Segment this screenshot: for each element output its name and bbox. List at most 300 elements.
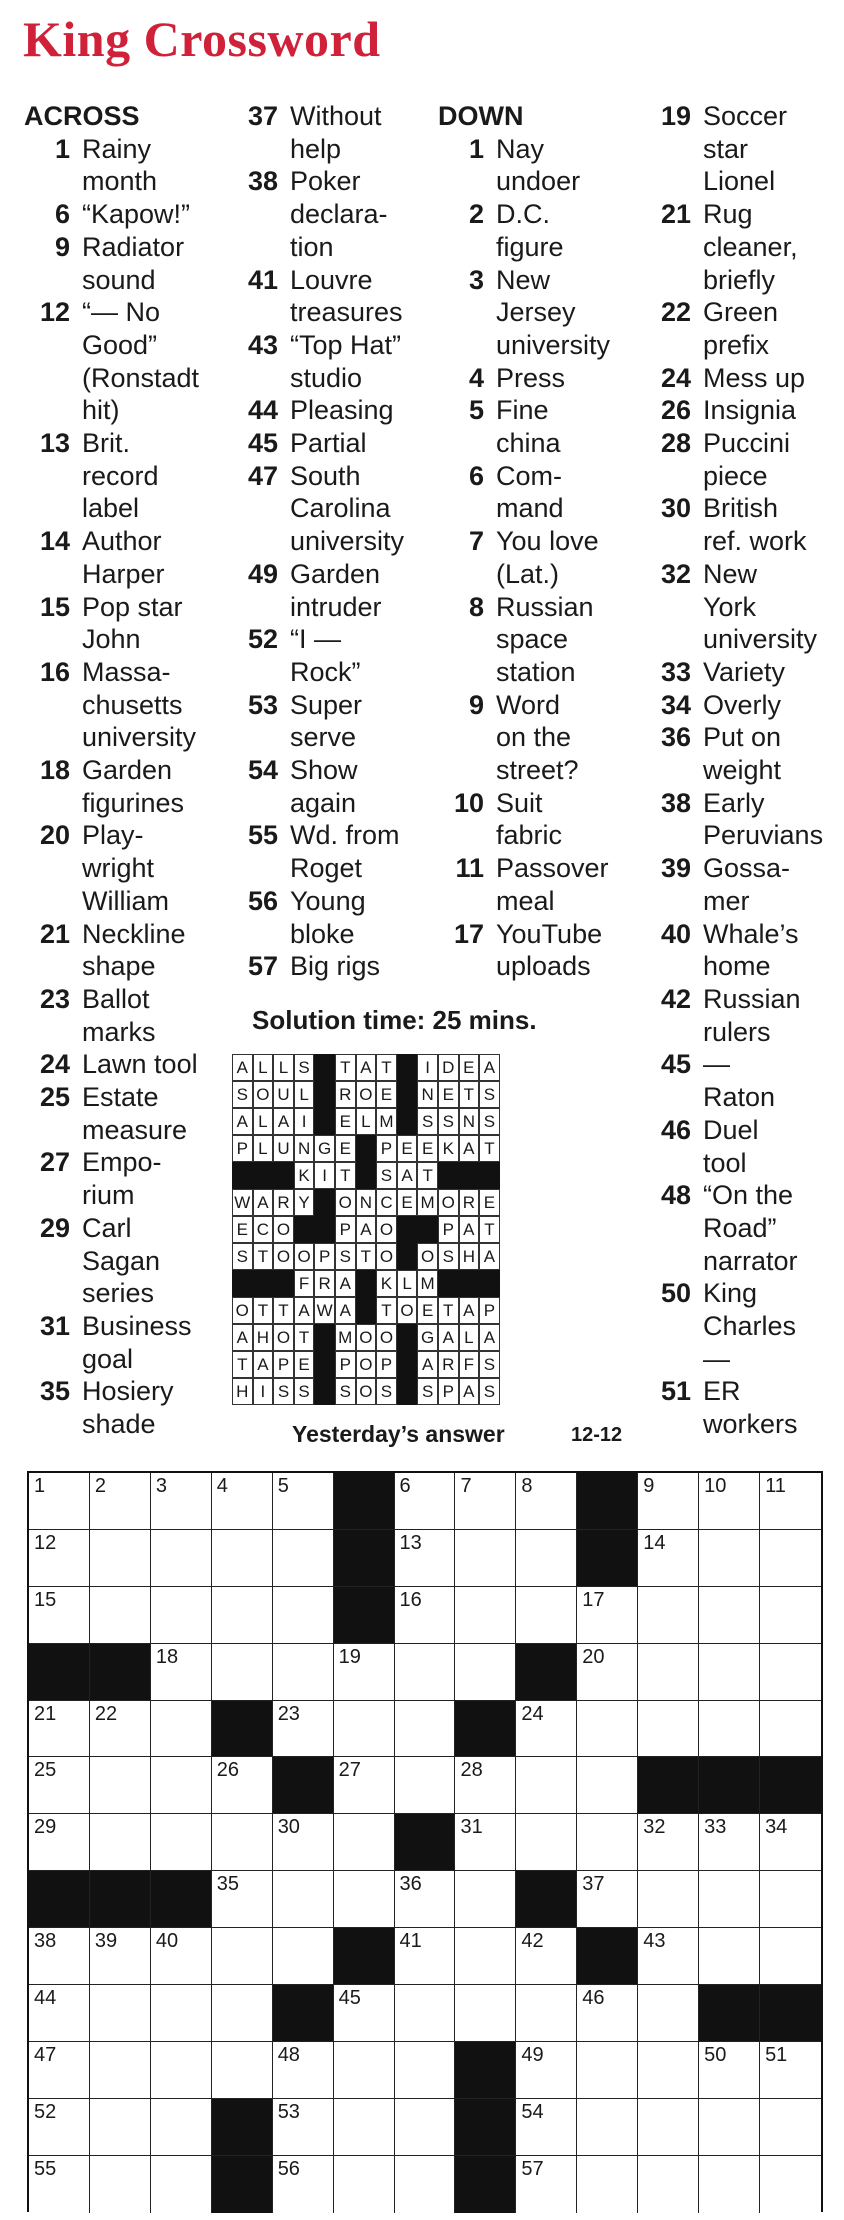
clue-text-line: Ballot [82, 983, 150, 1014]
cell-number: 47 [34, 2043, 57, 2066]
black-square [395, 1814, 456, 1871]
grid-cell[interactable] [212, 2042, 273, 2099]
clue-item [438, 852, 638, 917]
clue-text [278, 264, 432, 329]
grid-cell[interactable] [516, 1701, 577, 1758]
grid-cell[interactable] [90, 1985, 151, 2042]
clue-text-line: figure [496, 231, 564, 262]
grid-cell[interactable] [395, 2156, 456, 2213]
grid-cell[interactable] [638, 1871, 699, 1928]
clue-item [24, 1212, 224, 1310]
cell-number: 46 [582, 1987, 605, 2010]
grid-cell[interactable] [29, 1928, 90, 1985]
grid-cell[interactable] [212, 1587, 273, 1644]
grid-cell[interactable] [395, 2042, 456, 2099]
clue-text-line: Empo- [82, 1147, 162, 1178]
yesterday-letter-cell: S [294, 1054, 315, 1081]
cell-number: 7 [460, 1475, 472, 1497]
grid-cell[interactable] [29, 1757, 90, 1814]
clue-text-line: treasures [290, 297, 403, 328]
yesterday-letter-cell: H [253, 1324, 274, 1351]
black-square [212, 2156, 273, 2213]
grid-cell[interactable] [577, 1587, 638, 1644]
grid-cell[interactable] [760, 1814, 821, 1871]
grid-cell[interactable] [516, 1587, 577, 1644]
yesterday-grid-row [232, 1189, 500, 1216]
grid-cell[interactable] [273, 1644, 334, 1701]
grid-cell[interactable] [638, 1701, 699, 1758]
grid-cell[interactable] [455, 1644, 516, 1701]
cell-number: 52 [34, 2100, 57, 2123]
yesterday-letter-cell: S [232, 1081, 253, 1108]
grid-cell[interactable] [760, 1871, 821, 1928]
grid-cell[interactable] [90, 1587, 151, 1644]
clue-text-line: Charles [703, 1311, 797, 1342]
grid-cell[interactable] [395, 1473, 456, 1530]
grid-cell[interactable] [455, 1530, 516, 1587]
grid-cell[interactable] [29, 1985, 90, 2042]
grid-cell[interactable] [29, 2099, 90, 2156]
grid-cell[interactable] [334, 1701, 395, 1758]
grid-cell[interactable] [273, 1587, 334, 1644]
grid-row [29, 1814, 821, 1871]
yesterday-black-square [479, 1162, 500, 1189]
cell-number: 49 [521, 2043, 544, 2066]
clue-text-line: cleaner, [703, 231, 798, 262]
clue-text-line: Neckline [82, 918, 186, 949]
yesterday-black-square [273, 1270, 294, 1297]
grid-cell[interactable] [395, 2099, 456, 2156]
grid-cell[interactable] [455, 1814, 516, 1871]
grid-cell[interactable] [455, 1587, 516, 1644]
grid-cell[interactable] [577, 1871, 638, 1928]
grid-cell[interactable] [29, 1530, 90, 1587]
clue-text-line: chusetts [82, 689, 183, 720]
yesterday-letter-cell: U [273, 1081, 294, 1108]
black-square [638, 1757, 699, 1814]
clue-number: 6 [54, 199, 70, 230]
grid-cell[interactable] [516, 1985, 577, 2042]
crossword-grid[interactable] [27, 1471, 823, 2212]
yesterday-letter-cell: E [417, 1135, 438, 1162]
yesterday-answer-label: Yesterday’s answer [292, 1421, 505, 1447]
clue-number: 56 [247, 885, 278, 916]
clue-text-line: on the [496, 722, 572, 753]
grid-cell[interactable] [395, 1530, 456, 1587]
grid-cell[interactable] [455, 1928, 516, 1985]
clue-text-line: label [82, 493, 140, 524]
yesterday-letter-cell: N [356, 1189, 377, 1216]
clue-item [24, 591, 224, 656]
grid-cell[interactable] [29, 1701, 90, 1758]
black-square [455, 2099, 516, 2156]
grid-cell[interactable] [395, 1701, 456, 1758]
clue-item [438, 394, 638, 459]
grid-cell[interactable] [334, 2156, 395, 2213]
clue-item [24, 754, 224, 819]
grid-cell[interactable] [395, 1985, 456, 2042]
grid-cell[interactable] [577, 1644, 638, 1701]
grid-cell[interactable] [638, 1473, 699, 1530]
grid-cell[interactable] [577, 1985, 638, 2042]
grid-cell[interactable] [212, 1928, 273, 1985]
grid-cell[interactable] [334, 2042, 395, 2099]
clue-number: 26 [660, 395, 691, 426]
grid-cell[interactable] [638, 1587, 699, 1644]
grid-cell[interactable] [29, 1814, 90, 1871]
yesterday-black-square [314, 1081, 335, 1108]
clue-text [278, 689, 432, 754]
clue-item [24, 231, 224, 296]
grid-row [29, 2156, 821, 2213]
grid-cell[interactable] [29, 2042, 90, 2099]
yesterday-black-square [479, 1270, 500, 1297]
clue-text [691, 198, 844, 296]
grid-cell[interactable] [90, 2099, 151, 2156]
grid-cell[interactable] [273, 1530, 334, 1587]
yesterday-letter-cell: M [376, 1108, 397, 1135]
grid-cell[interactable] [760, 1530, 821, 1587]
yesterday-letter-cell: P [376, 1351, 397, 1378]
clue-number: 18 [39, 755, 70, 786]
grid-cell[interactable] [151, 1814, 212, 1871]
yesterday-letter-cell: E [232, 1216, 253, 1243]
clue-number: 19 [660, 101, 691, 131]
clue-text-line: Play- [82, 820, 144, 851]
yesterday-letter-cell: F [294, 1270, 315, 1297]
yesterday-grid-row [232, 1162, 500, 1189]
clue-text [70, 754, 224, 819]
grid-cell[interactable] [699, 1644, 760, 1701]
yesterday-black-square [459, 1162, 480, 1189]
grid-cell[interactable] [151, 1701, 212, 1758]
grid-cell[interactable] [760, 1473, 821, 1530]
grid-cell[interactable] [151, 1530, 212, 1587]
yesterday-black-square [314, 1108, 335, 1135]
grid-cell[interactable] [212, 1814, 273, 1871]
grid-cell[interactable] [29, 1473, 90, 1530]
grid-cell[interactable] [212, 1644, 273, 1701]
black-square [455, 2042, 516, 2099]
cell-number: 41 [399, 1930, 422, 1953]
clue-text-line: Overly [703, 689, 782, 720]
clue-number: 21 [39, 918, 70, 949]
cell-number: 13 [399, 1531, 422, 1554]
yesterday-black-square [356, 1297, 377, 1324]
cell-number: 23 [277, 1702, 300, 1725]
clue-item [438, 133, 638, 198]
clue-number: 52 [247, 624, 278, 655]
grid-cell[interactable] [455, 1757, 516, 1814]
clue-text [278, 558, 432, 623]
clue-text [278, 427, 432, 460]
clue-text-line: star [703, 133, 749, 164]
grid-cell[interactable] [273, 2042, 334, 2099]
clue-number: 9 [54, 231, 70, 262]
grid-cell[interactable] [455, 1473, 516, 1530]
grid-cell[interactable] [151, 1587, 212, 1644]
yesterday-letter-cell: T [438, 1297, 459, 1324]
grid-cell[interactable] [334, 1871, 395, 1928]
clue-text [691, 427, 844, 492]
yesterday-letter-cell: P [438, 1216, 459, 1243]
grid-cell[interactable] [516, 1473, 577, 1530]
yesterday-letter-cell: A [253, 1189, 274, 1216]
yesterday-letter-cell: A [232, 1108, 253, 1135]
grid-cell[interactable] [638, 1530, 699, 1587]
grid-cell[interactable] [151, 1928, 212, 1985]
cell-number: 5 [277, 1475, 289, 1497]
clue-text-line: university [290, 526, 405, 557]
clue-text-line: William [82, 885, 169, 916]
grid-cell[interactable] [760, 2099, 821, 2156]
yesterday-letter-cell: E [335, 1108, 356, 1135]
grid-cell[interactable] [212, 1530, 273, 1587]
yesterday-black-square [314, 1324, 335, 1351]
clue-text [691, 656, 844, 689]
clue-text [278, 885, 432, 950]
yesterday-letter-cell: P [479, 1297, 500, 1324]
grid-cell[interactable] [699, 1814, 760, 1871]
grid-cell[interactable] [273, 2099, 334, 2156]
grid-cell[interactable] [516, 2099, 577, 2156]
clue-text-line: narrator [703, 1245, 798, 1276]
black-square [29, 1644, 90, 1701]
yesterday-letter-cell: O [376, 1216, 397, 1243]
grid-cell[interactable] [212, 1757, 273, 1814]
grid-cell[interactable] [334, 1757, 395, 1814]
grid-cell[interactable] [638, 2099, 699, 2156]
yesterday-letter-cell: O [294, 1243, 315, 1270]
grid-cell[interactable] [273, 2156, 334, 2213]
grid-cell[interactable] [699, 1530, 760, 1587]
clue-number: 49 [247, 558, 278, 589]
solution-time: Solution time: 25 mins. [252, 1005, 537, 1035]
yesterday-letter-cell: U [273, 1135, 294, 1162]
grid-cell[interactable] [273, 1928, 334, 1985]
clue-text-line: Good” [82, 329, 158, 360]
grid-cell[interactable] [516, 2156, 577, 2213]
clue-text-line: Pleasing [290, 395, 394, 426]
grid-cell[interactable] [699, 1928, 760, 1985]
grid-cell[interactable] [699, 1701, 760, 1758]
grid-cell[interactable] [334, 2099, 395, 2156]
yesterday-black-square [417, 1216, 438, 1243]
grid-row [29, 1871, 821, 1928]
grid-cell[interactable] [334, 1985, 395, 2042]
grid-cell[interactable] [151, 1985, 212, 2042]
yesterday-letter-cell: A [459, 1378, 480, 1405]
grid-cell[interactable] [638, 1814, 699, 1871]
black-square [334, 1928, 395, 1985]
clue-item [645, 100, 844, 198]
clue-number: 44 [247, 395, 278, 426]
grid-cell[interactable] [212, 1985, 273, 2042]
clue-number: 17 [453, 918, 484, 949]
grid-cell[interactable] [760, 2156, 821, 2213]
yesterday-letter-cell: O [356, 1081, 377, 1108]
yesterday-black-square [294, 1216, 315, 1243]
clue-text [484, 689, 638, 787]
grid-cell[interactable] [638, 1985, 699, 2042]
grid-cell[interactable] [395, 1928, 456, 1985]
yesterday-letter-cell: E [397, 1189, 418, 1216]
yesterday-black-square [314, 1351, 335, 1378]
yesterday-letter-cell: I [294, 1108, 315, 1135]
grid-cell[interactable] [395, 1871, 456, 1928]
grid-cell[interactable] [90, 1473, 151, 1530]
yesterday-grid-row [232, 1135, 500, 1162]
grid-cell[interactable] [638, 1928, 699, 1985]
grid-cell[interactable] [151, 2156, 212, 2213]
clue-number: 57 [247, 951, 278, 982]
clue-text [691, 1048, 844, 1113]
grid-cell[interactable] [273, 1473, 334, 1530]
grid-cell[interactable] [29, 1587, 90, 1644]
yesterday-black-square [438, 1162, 459, 1189]
grid-cell[interactable] [577, 1757, 638, 1814]
grid-cell[interactable] [638, 1644, 699, 1701]
yesterday-letter-cell: O [356, 1351, 377, 1378]
clue-item [645, 656, 844, 689]
cell-number: 32 [643, 1816, 666, 1839]
grid-cell[interactable] [455, 1871, 516, 1928]
yesterday-letter-cell: A [459, 1216, 480, 1243]
cell-number: 38 [34, 1930, 57, 1953]
yesterday-letter-cell: L [253, 1135, 274, 1162]
grid-cell[interactable] [212, 1473, 273, 1530]
clue-item [24, 983, 224, 1048]
grid-cell[interactable] [395, 1587, 456, 1644]
grid-cell[interactable] [760, 2042, 821, 2099]
clue-text-line: tion [290, 231, 334, 262]
yesterday-letter-cell: P [335, 1216, 356, 1243]
grid-cell[interactable] [334, 1814, 395, 1871]
yesterday-letter-cell: S [294, 1378, 315, 1405]
clue-text-line: Russian [496, 591, 594, 622]
grid-cell[interactable] [699, 1473, 760, 1530]
grid-cell[interactable] [90, 1701, 151, 1758]
clue-item [232, 264, 432, 329]
grid-cell[interactable] [760, 1701, 821, 1758]
grid-cell[interactable] [516, 2042, 577, 2099]
yesterday-letter-cell: T [356, 1243, 377, 1270]
clue-text [70, 1212, 224, 1310]
grid-cell[interactable] [273, 1814, 334, 1871]
yesterday-letter-cell: P [232, 1135, 253, 1162]
yesterday-letter-cell: O [356, 1324, 377, 1351]
yesterday-letter-cell: A [459, 1297, 480, 1324]
yesterday-black-square [397, 1351, 418, 1378]
cell-number: 36 [399, 1873, 422, 1896]
cell-number: 2 [94, 1475, 107, 1497]
grid-row [29, 1701, 821, 1758]
yesterday-letter-cell: A [253, 1351, 274, 1378]
grid-cell[interactable] [90, 1928, 151, 1985]
grid-cell[interactable] [760, 1587, 821, 1644]
clue-text [691, 918, 844, 983]
grid-cell[interactable] [638, 2156, 699, 2213]
grid-cell[interactable] [90, 1757, 151, 1814]
grid-cell[interactable] [395, 1757, 456, 1814]
grid-cell[interactable] [577, 1814, 638, 1871]
yesterday-letter-cell: T [253, 1243, 274, 1270]
grid-cell[interactable] [516, 1814, 577, 1871]
clue-item [645, 558, 844, 656]
clue-text [278, 950, 432, 983]
grid-cell[interactable] [638, 2042, 699, 2099]
clue-item [438, 525, 638, 590]
grid-cell[interactable] [90, 2042, 151, 2099]
grid-cell[interactable] [151, 1644, 212, 1701]
clue-number: 5 [468, 395, 484, 426]
black-square [334, 1530, 395, 1587]
across-heading: ACROSS [24, 101, 140, 131]
grid-cell[interactable] [395, 1644, 456, 1701]
clue-text-line: ref. work [703, 526, 807, 557]
clue-text-line: Green [703, 297, 779, 328]
grid-cell[interactable] [90, 1814, 151, 1871]
grid-cell[interactable] [577, 2156, 638, 2213]
grid-cell[interactable] [699, 2042, 760, 2099]
grid-cell[interactable] [90, 1530, 151, 1587]
grid-cell[interactable] [151, 1473, 212, 1530]
grid-cell[interactable] [760, 1928, 821, 1985]
grid-cell[interactable] [273, 1871, 334, 1928]
grid-cell[interactable] [699, 1871, 760, 1928]
grid-cell[interactable] [90, 2156, 151, 2213]
clue-text-line: Passover [496, 853, 609, 884]
grid-cell[interactable] [516, 1757, 577, 1814]
grid-cell[interactable] [577, 1701, 638, 1758]
clue-item [438, 689, 638, 787]
clue-number: 1 [468, 133, 484, 164]
clue-text-line: workers [703, 1409, 798, 1440]
grid-cell[interactable] [151, 2042, 212, 2099]
clue-number: 45 [247, 428, 278, 459]
clue-text-line: Com- [496, 460, 562, 491]
grid-cell[interactable] [760, 1644, 821, 1701]
grid-cell[interactable] [699, 1587, 760, 1644]
yesterday-letter-cell: L [459, 1324, 480, 1351]
grid-cell[interactable] [334, 1644, 395, 1701]
clue-item [645, 362, 844, 395]
yesterday-letter-cell: P [376, 1135, 397, 1162]
grid-cell[interactable] [29, 2156, 90, 2213]
grid-cell[interactable] [455, 1985, 516, 2042]
clue-text [691, 1179, 844, 1277]
clue-item [645, 1179, 844, 1277]
grid-cell[interactable] [273, 1701, 334, 1758]
clue-item [24, 296, 224, 427]
grid-cell[interactable] [151, 2099, 212, 2156]
grid-cell[interactable] [699, 2099, 760, 2156]
clue-text-line: Author [82, 526, 162, 557]
grid-cell[interactable] [516, 1928, 577, 1985]
grid-cell[interactable] [151, 1757, 212, 1814]
grid-cell[interactable] [516, 1530, 577, 1587]
grid-cell[interactable] [212, 1871, 273, 1928]
yesterday-black-square [253, 1270, 274, 1297]
yesterday-letter-cell: D [438, 1054, 459, 1081]
yesterday-black-square [397, 1324, 418, 1351]
clue-item [438, 460, 638, 525]
grid-cell[interactable] [577, 2042, 638, 2099]
yesterday-grid-row [232, 1216, 500, 1243]
grid-cell[interactable] [577, 2099, 638, 2156]
cell-number: 24 [521, 1702, 544, 1725]
grid-cell[interactable] [699, 2156, 760, 2213]
